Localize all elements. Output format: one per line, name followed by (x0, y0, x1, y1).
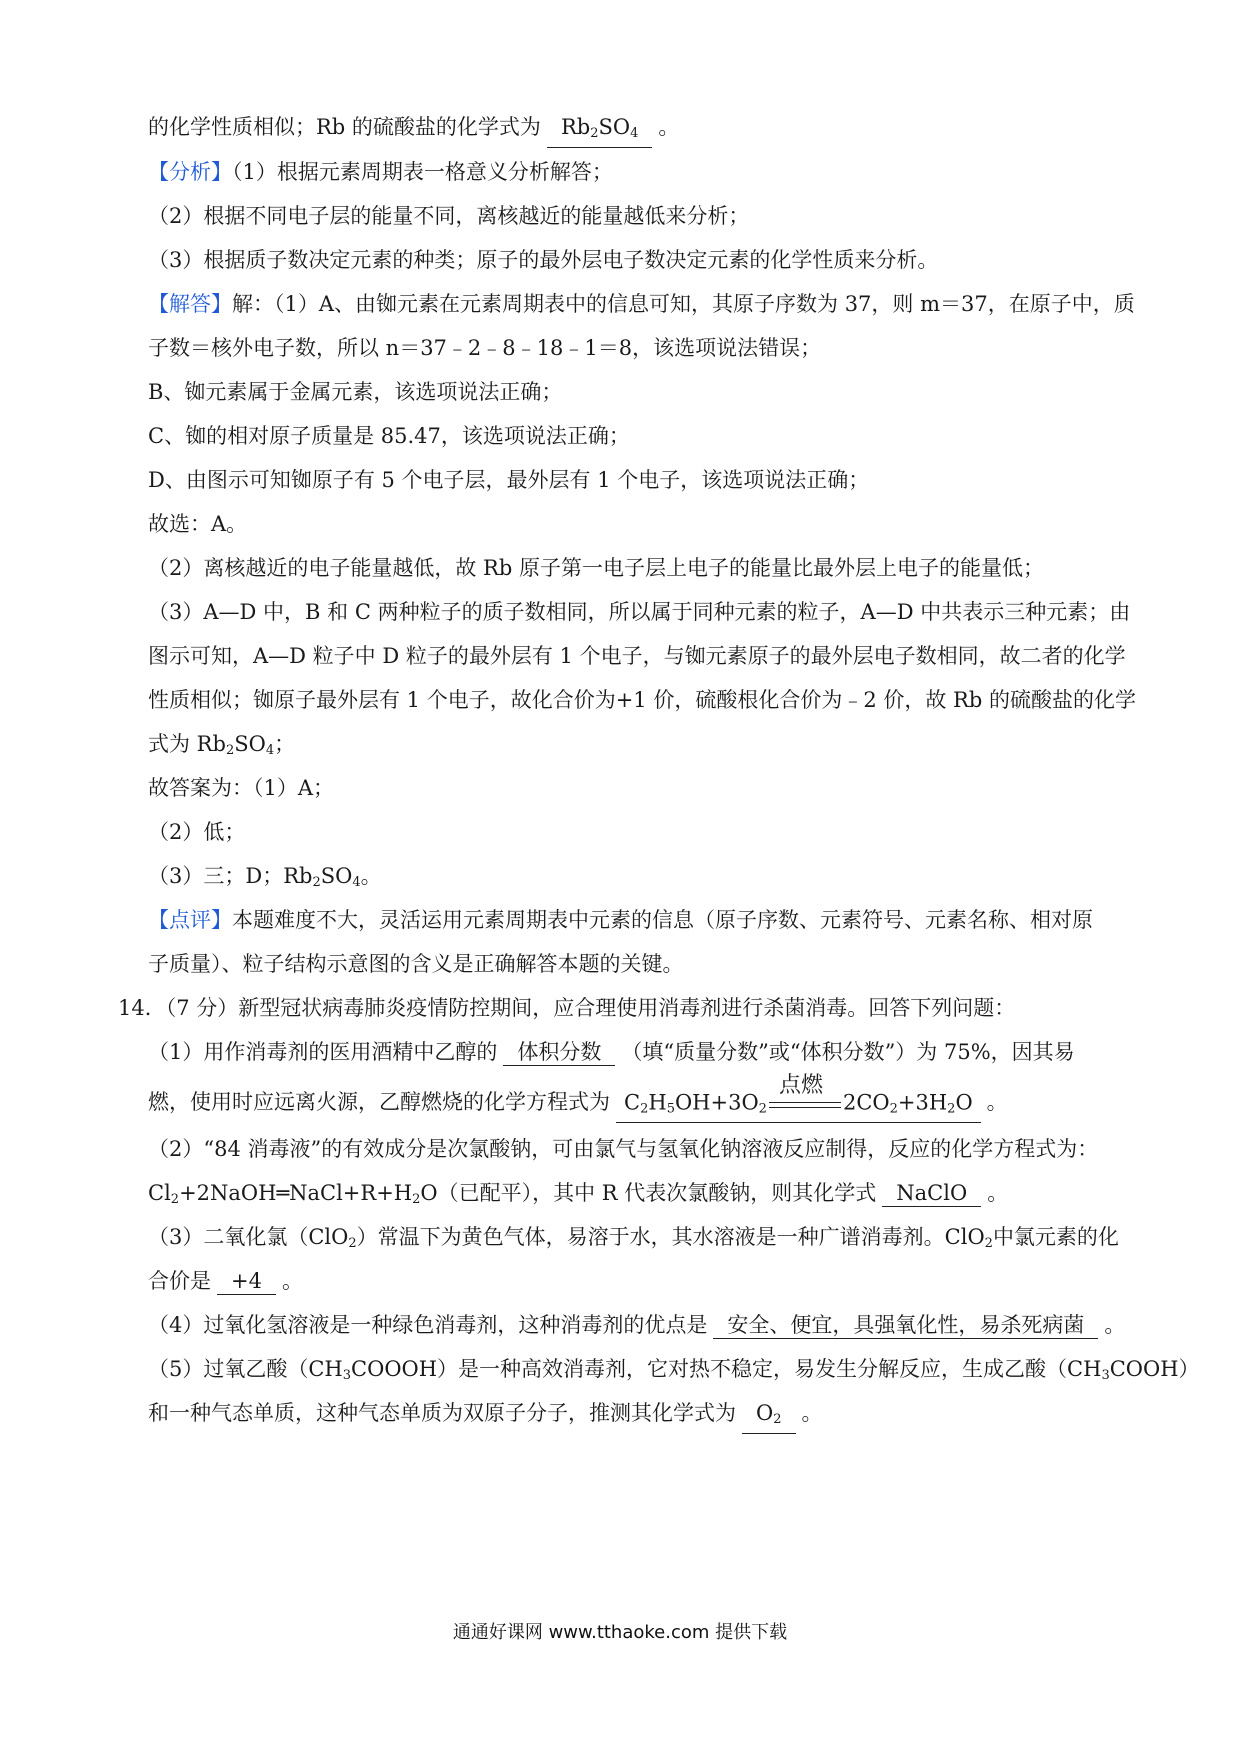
text-line: （1）用作消毒剂的医用酒精中乙醇的 体积分数 （填“质量分数”或“体积分数”）为 75%，因其易 (148, 1040, 1075, 1064)
answer-tag: 【解答】 (148, 292, 232, 316)
text-line: （2）根据不同电子层的能量不同，离核越近的能量越低来分析； (148, 204, 750, 228)
text-line: （4）过氧化氢溶液是一种绿色消毒剂，这种消毒剂的优点是 安全、便宜，具强氧化性，易杀死病菌 。 (148, 1313, 1126, 1337)
text-line: （3）A—D 中，B 和 C 两种粒子的质子数相同，所以属于同种元素的粒子，A—D 中共表示三种元素；由 (148, 600, 1131, 624)
answer-blank: NaClO (882, 1180, 981, 1207)
text-line: （3）二氧化氯（ClO$_2$）常温下为黄色气体，易溶于水，其水溶液是一种广谱消毒剂。ClO$_2$中氯元素的化 (148, 1225, 1119, 1251)
analysis-tag: 【分析】 (148, 160, 232, 184)
text-line: 燃，使用时应远离火源，乙醇燃烧的化学方程式为 $C_2H_5OH+3O_2$ 点燃 $2CO_2+3H_2O$ 。 (148, 1087, 1008, 1117)
answer-blank: 体积分数 (503, 1039, 615, 1066)
text-line: $Cl_2+2NaOH═NaCl+R+H_2O$（已配平），其中 R 代表次氯酸钠，则其化学式 NaClO 。 (148, 1181, 1009, 1207)
text-line: 【分析】（1）根据元素周期表一格意义分析解答； (148, 160, 613, 184)
text-line: （3）根据质子数决定元素的种类；原子的最外层电子数决定元素的化学性质来分析。 (148, 248, 939, 272)
text-line: 【解答】解：（1）A、由铷元素在元素周期表中的信息可知，其原子序数为 37，则 m＝37，在原子中，质 (148, 292, 1135, 316)
text-line: 和一种气态单质，这种气态单质为双原子分子，推测其化学式为 $O_2$ 。 (148, 1398, 823, 1428)
text-line: 子质量）、粒子结构示意图的含义是正确解答本题的关键。 (148, 952, 684, 976)
question-heading: 14．（7 分）新型冠状病毒肺炎疫情防控期间，应合理使用消毒剂进行杀菌消毒。回答下列问题： (118, 996, 1016, 1020)
answer-blank: $Rb_2SO_4$ (547, 114, 652, 148)
text-line: 性质相似；铷原子最外层有 1 个电子，故化合价为+1 价，硫酸根化合价为﹣2 价，故 Rb 的硫酸盐的化学 (148, 688, 1136, 712)
text-line: 故答案为：（1）A； (148, 776, 335, 800)
text-line: 【点评】本题难度不大，灵活运用元素周期表中元素的信息（原子序数、元素符号、元素名称、相对原 (148, 908, 1093, 932)
text-line: （3）三；D；$Rb_2SO_4$。 (148, 864, 382, 890)
text-line: 合价是 +4 。 (148, 1269, 303, 1293)
text-line: （2）低； (148, 820, 246, 844)
reaction-condition: 点燃 (769, 1089, 841, 1119)
comment-tag: 【点评】 (148, 908, 232, 932)
text-line: 子数＝核外电子数，所以 n＝37﹣2﹣8﹣18﹣1＝8，该选项说法错误； (148, 336, 822, 360)
text-line: 的化学性质相似；Rb 的硫酸盐的化学式为 $Rb_2SO_4$ 。 (148, 112, 679, 142)
text-line: 图示可知，A—D 粒子中 D 粒子的最外层有 1 个电子，与铷元素原子的最外层电子数相同，故二者的化学 (148, 644, 1126, 668)
answer-blank: $C_2H_5OH+3O_2$ 点燃 $2CO_2+3H_2O$ (616, 1089, 981, 1124)
page-footer: 通通好课网 www.tthaoke.com 提供下载 (452, 1622, 788, 1643)
text-span: 的化学性质相似；Rb 的硫酸盐的化学式为 (148, 115, 541, 139)
text-line: （2）离核越近的电子能量越低，故 Rb 原子第一电子层上电子的能量比最外层上电子的能量低； (148, 556, 1044, 580)
answer-blank: 安全、便宜，具强氧化性，易杀死病菌 (713, 1312, 1098, 1339)
text-line: D、由图示可知铷原子有 5 个电子层，最外层有 1 个电子，该选项说法正确； (148, 468, 870, 492)
answer-blank: $O_2$ (742, 1400, 796, 1434)
text-line: （2）“84 消毒液”的有效成分是次氯酸钠，可由氯气与氢氧化钠溶液反应制得，反应的化学方程式为： (148, 1137, 1099, 1161)
text-line: B、铷元素属于金属元素，该选项说法正确； (148, 380, 563, 404)
text-line: 式为 $Rb_2SO_4$； (148, 732, 296, 758)
text-line: 故选：A。 (148, 512, 248, 536)
text-line: （5）过氧乙酸$(CH_3COOOH)$是一种高效消毒剂，它对热不稳定，易发生分解反应，生成乙酸$(CH_3COOH)$ (148, 1357, 1200, 1383)
answer-blank: +4 (217, 1268, 276, 1295)
text-line: C、铷的相对原子质量是 85.47，该选项说法正确； (148, 424, 630, 448)
